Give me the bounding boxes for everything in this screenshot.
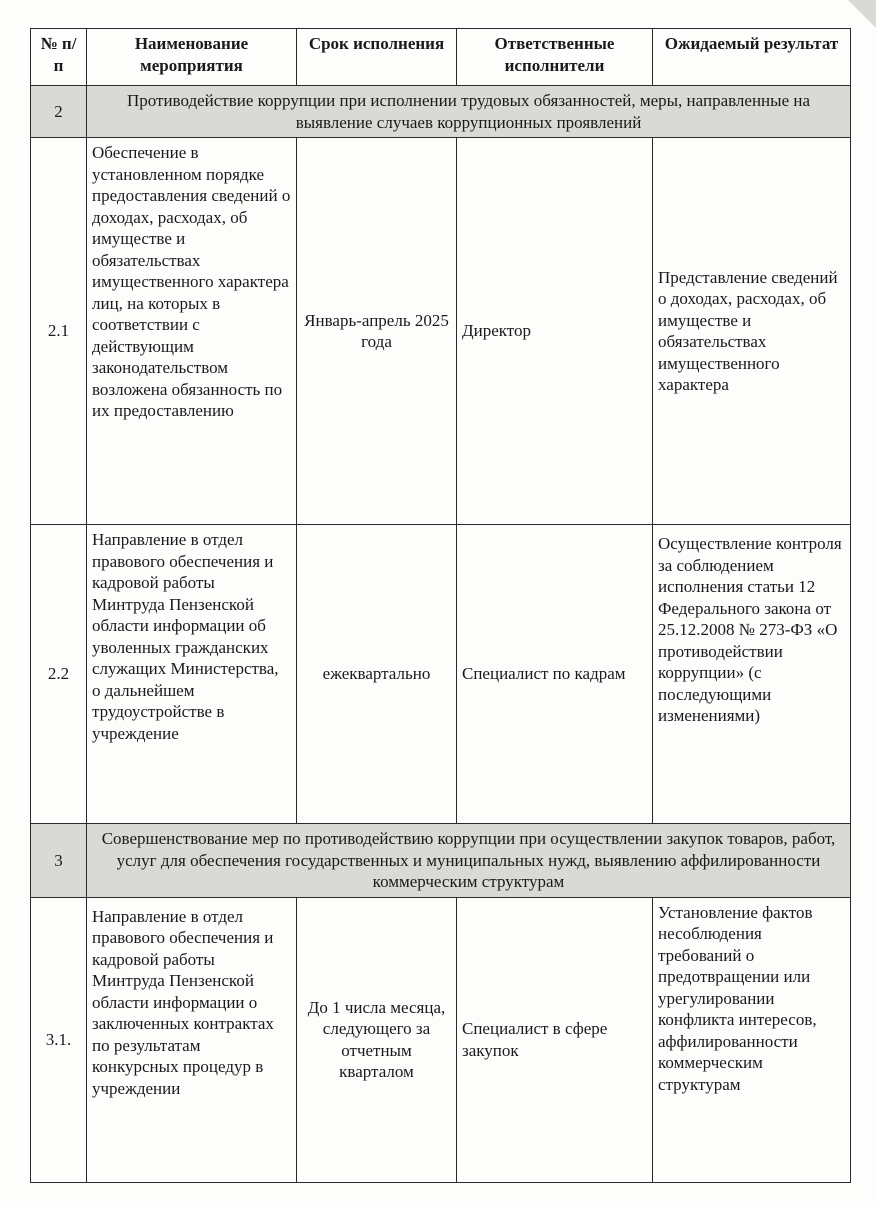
measure-term: ежеквартально [297,525,457,824]
measure-name: Направление в отдел правового обеспечения и кадровой работы Минтруда Пензенской области информации о заключенных контрактах по результатам конкурсных процедур в учреждении [87,897,297,1182]
row-num: 2.1 [31,138,87,525]
page-corner-fold [848,0,876,28]
table-header-row [31,29,851,86]
table-row [31,897,851,1182]
measure-term: Январь-апрель 2025 года [297,138,457,525]
measure-result: Представление сведений о доходах, расходах, об имуществе и обязательствах имущественного характера [653,138,851,525]
measure-name: Направление в отдел правового обеспечения и кадровой работы Минтруда Пензенской области информации об уволенных гражданских служащих Министерства, о дальнейшем трудоустройстве в учреждение [87,525,297,824]
measure-result: Установление фактов несоблюдения требований о предотвращении или урегулировании конфликта интересов, аффилированности коммерческим структурам [653,897,851,1182]
header-num: № п/п [31,29,87,86]
measures-table [30,28,851,1183]
header-term: Срок исполнения [297,29,457,86]
section-title: Совершенствование мер по противодействию коррупции при осуществлении закупок товаров, работ, услуг для обеспечения государственных и муниципальных нужд, выявлению аффилированности коммерческим структурам [87,824,851,898]
measure-name: Обеспечение в установленном порядке предоставления сведений о доходах, расходах, об имуществе и обязательствах имущественного характера лиц, на которых в соответствии с действующим законодательством возложена обязанность по их предоставлению [87,138,297,525]
measure-responsible: Директор [457,138,653,525]
header-result: Ожидаемый результат [653,29,851,86]
measure-responsible: Специалист в сфере закупок [457,897,653,1182]
measure-result: Осуществление контроля за соблюдением исполнения статьи 12 Федерального закона от 25.12.2008 № 273-ФЗ «О противодействии коррупции» (с последующими изменениями) [653,525,851,824]
row-num: 2.2 [31,525,87,824]
header-resp: Ответственные исполнители [457,29,653,86]
measure-term: До 1 числа месяца, следующего за отчетным кварталом [297,897,457,1182]
measure-responsible: Специалист по кадрам [457,525,653,824]
row-num: 3 [31,824,87,898]
row-num: 2 [31,86,87,138]
table-row [31,525,851,824]
section-title: Противодействие коррупции при исполнении трудовых обязанностей, меры, направленные на выявление случаев коррупционных проявлений [87,86,851,138]
section-row [31,824,851,898]
header-name: Наименование мероприятия [87,29,297,86]
row-num: 3.1. [31,897,87,1182]
table-row [31,138,851,525]
section-row [31,86,851,138]
